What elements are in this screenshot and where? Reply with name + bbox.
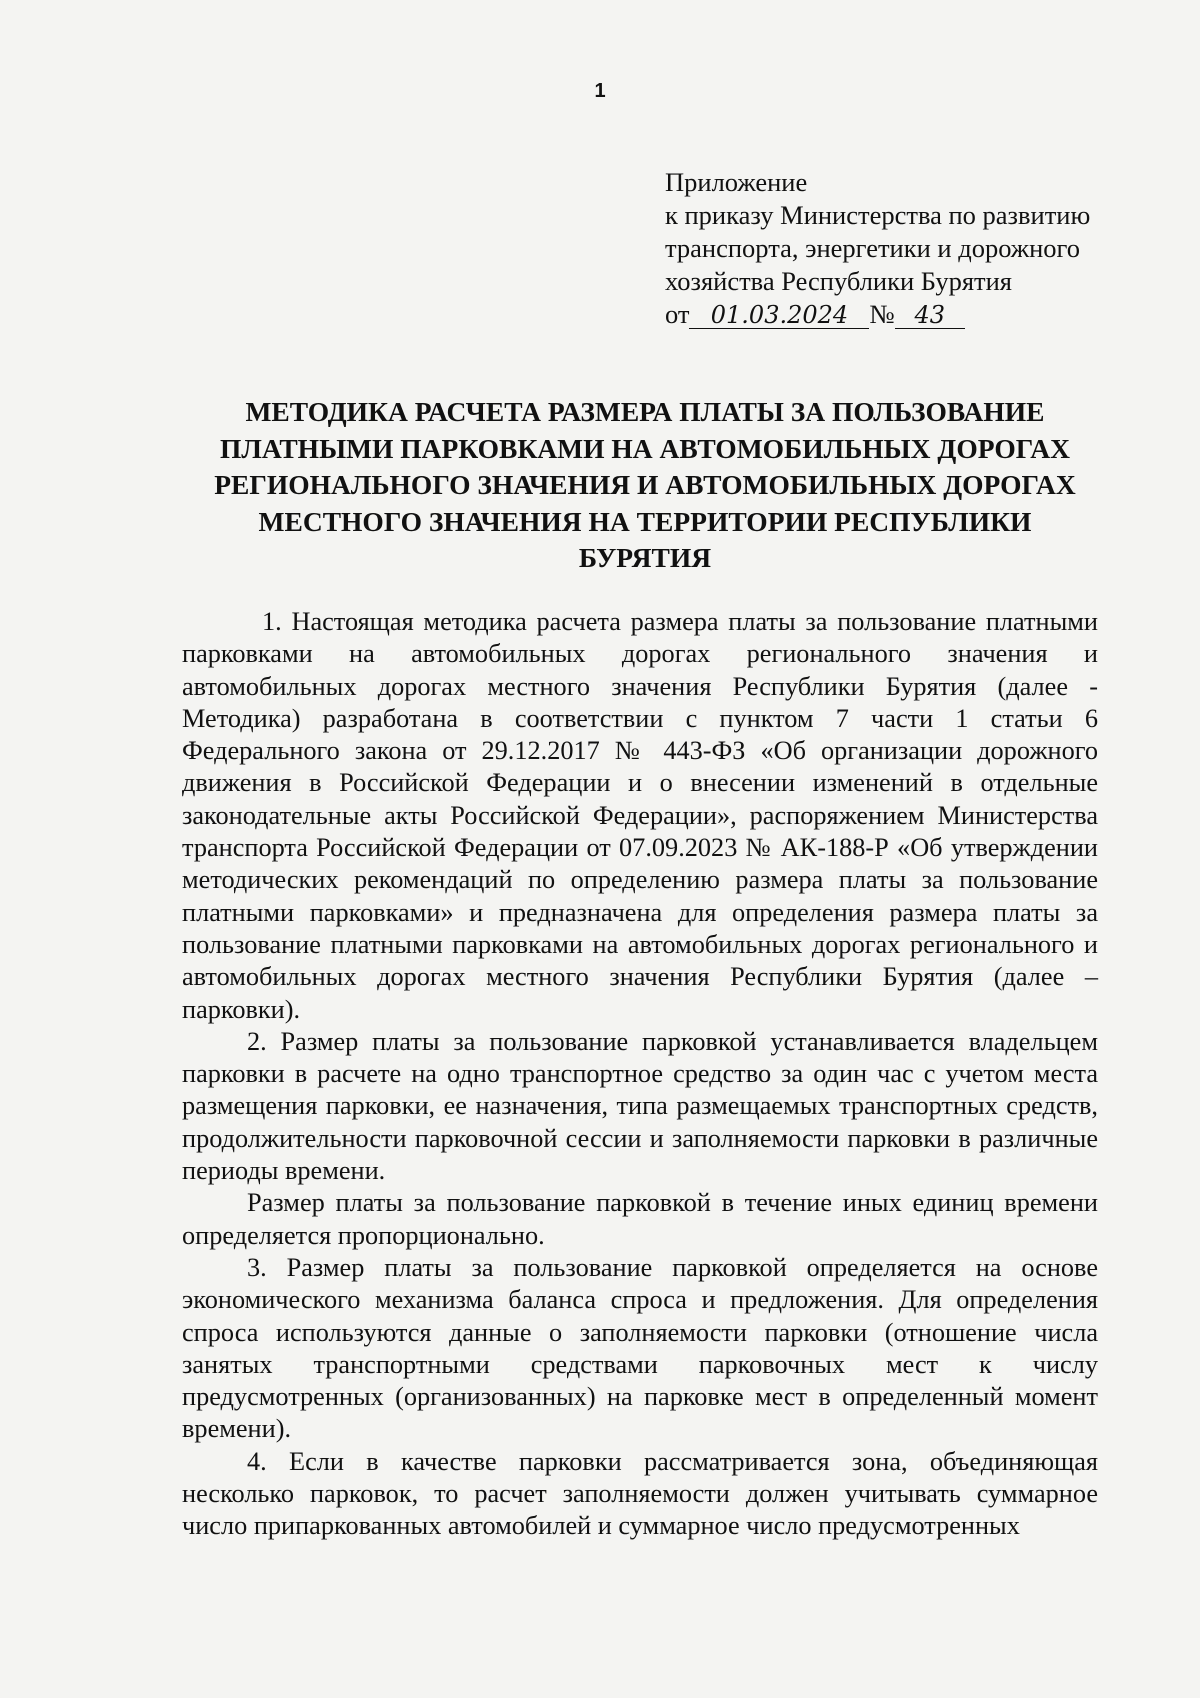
paragraph-1: 1. Настоящая методика расчета размера платы за пользование платными парковками на автомобильных дорогах регионального значения и автомобильных дорогах местного значения Республики Бурятия (далее - Методика) разработана в соответствии с пунктом 7 части 1 статьи 6 Федерального закона от 29.12.2017 № 443-ФЗ «Об организации дорожного движения в Российской Федерации и о внесении изменений в отдельные законодательные акты Российской Федерации», распоряжением Министерства транспорта Российской Федерации от 07.09.2023 № АК-188-Р «Об утверждении методических рекомендаций по определению размера платы за пользование платными парковками» и предназначена для определения размера платы за пользование платными парковками на автомобильных дорогах регионального и автомобильных дорогах местного значения Республики Бурятия (далее – парковки). xyxy=(182,607,1098,1024)
appendix-line: хозяйства Республики Бурятия xyxy=(665,266,1012,296)
title-line: МЕТОДИКА РАСЧЕТА РАЗМЕРА ПЛАТЫ ЗА ПОЛЬЗОВАНИЕ xyxy=(245,396,1045,427)
title-line: МЕСТНОГО ЗНАЧЕНИЯ НА ТЕРРИТОРИИ РЕСПУБЛИКИ xyxy=(258,505,1032,537)
appendix-line: к приказу Министерства по развитию xyxy=(665,200,1091,230)
document-title xyxy=(170,394,1120,577)
appendix-block xyxy=(665,166,1090,331)
title-line: РЕГИОНАЛЬНОГО ЗНАЧЕНИЯ И АВТОМОБИЛЬНЫХ ДОРОГАХ xyxy=(214,469,1076,500)
paragraph-2-continued: Размер платы за пользование парковкой в течение иных единиц времени определяется пропорционально. xyxy=(182,1188,1098,1250)
handwritten-order-number: 43 xyxy=(895,302,965,329)
handwritten-date: 01.03.2024 xyxy=(689,302,869,329)
paragraph-2: 2. Размер платы за пользование парковкой устанавливается владельцем парковки в расчете на одно транспортное средство за один час с учетом места размещения парковки, ее назначения, типа размещаемых транспортных средств, продолжительности парковочной сессии и заполняемости парковки в различные периоды времени. xyxy=(182,1026,1098,1186)
date-prefix: от xyxy=(665,299,690,329)
appendix-date-line xyxy=(665,298,1090,331)
document-body xyxy=(182,606,1098,1543)
paragraph-3: 3. Размер платы за пользование парковкой определяется на основе экономического механизма баланса спроса и предложения. Для определения спроса используются данные о заполняемости парковки (отношение числа занятых транспортными средствами парковочных мест к числу предусмотренных (организованных) на парковке мест в определенный момент времени). xyxy=(182,1252,1098,1444)
title-line: ПЛАТНЫМИ ПАРКОВКАМИ НА АВТОМОБИЛЬНЫХ ДОРОГАХ xyxy=(220,432,1070,464)
title-line: БУРЯТИЯ xyxy=(578,542,712,573)
page-number: 1 xyxy=(594,80,606,102)
appendix-line: Приложение xyxy=(665,167,808,197)
paragraph-4: 4. Если в качестве парковки рассматривается зона, объединяющая несколько парковок, то расчет заполняемости должен учитывать суммарное число припаркованных автомобилей и суммарное число предусмотренных xyxy=(182,1446,1098,1541)
number-sign: № xyxy=(869,299,895,329)
appendix-line: транспорта, энергетики и дорожного xyxy=(665,233,1080,263)
